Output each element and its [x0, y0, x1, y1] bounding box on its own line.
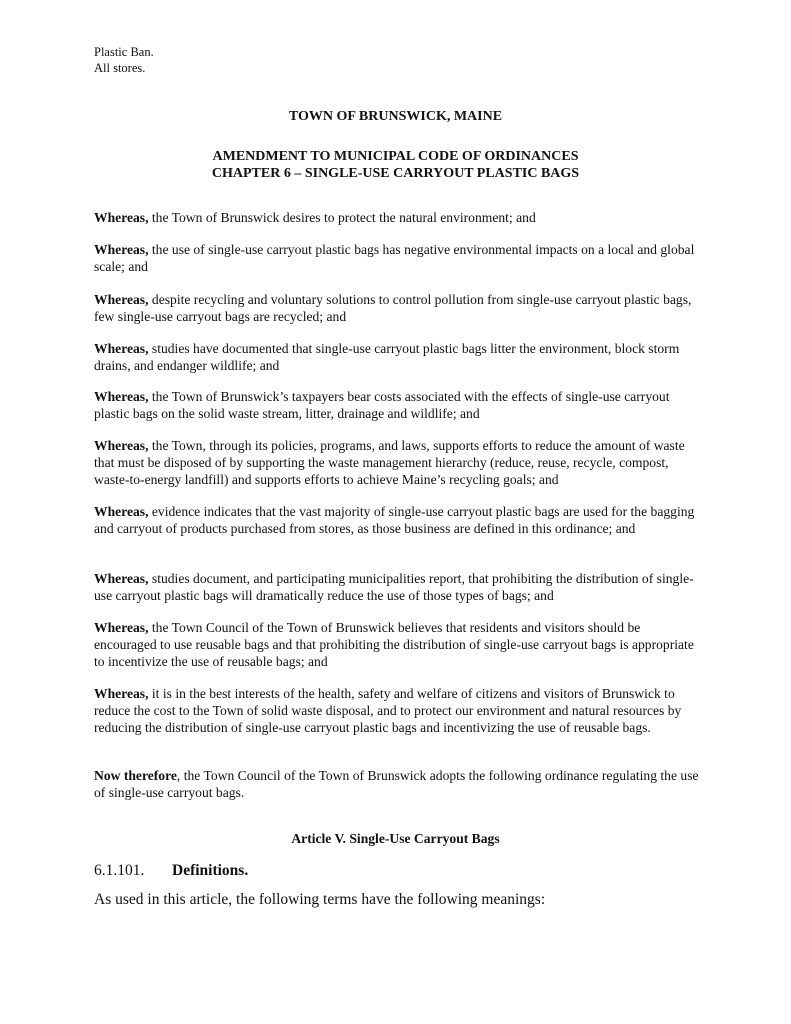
clause-lead: Whereas,: [94, 210, 149, 225]
clause-lead: Whereas,: [94, 292, 149, 307]
clause-lead: Whereas,: [94, 389, 149, 404]
whereas-clause: [94, 291, 704, 325]
clause-text: the Town Council of the Town of Brunswick believes that residents and visitors should be encouraged to use reusable bags and that prohibiting the distribution of single-use carryout bags is appropriate to incentivize the use of reusable bags; and: [94, 620, 694, 669]
amendment-title: AMENDMENT TO MUNICIPAL CODE OF ORDINANCES: [212, 149, 579, 164]
whereas-clause: [94, 619, 704, 670]
header-note: [94, 44, 154, 76]
clause-lead: Whereas,: [94, 686, 149, 701]
clause-lead: Whereas,: [94, 438, 149, 453]
clause-lead: Whereas,: [94, 242, 149, 257]
clause-lead: Whereas,: [94, 620, 149, 635]
section-heading: [94, 861, 248, 880]
clause-lead: Now therefore: [94, 768, 177, 783]
clause-text: the Town, through its policies, programs, and laws, supports efforts to reduce the amount of waste that must be disposed of by supporting the waste management hierarchy (reduce, reuse, recycle, compost, waste-to-energy landfill) and supports efforts to achieve Maine’s recycling goals; and: [94, 438, 685, 487]
clause-text: , the Town Council of the Town of Brunswick adopts the following ordinance regulating the use of single-use carryout bags.: [94, 768, 699, 800]
clause-text: the Town of Brunswick desires to protect the natural environment; and: [148, 210, 536, 225]
whereas-clause: [94, 437, 704, 488]
whereas-clause: [94, 503, 704, 537]
whereas-clause: [94, 340, 704, 374]
town-title: TOWN OF BRUNSWICK, MAINE: [288, 109, 503, 124]
whereas-clause: [94, 388, 704, 422]
article-heading: Article V. Single-Use Carryout Bags: [291, 831, 500, 846]
section-intro: As used in this article, the following terms have the following meanings:: [94, 891, 546, 908]
clause-text: evidence indicates that the vast majority of single-use carryout plastic bags are used for the bagging and carryout of products purchased from stores, as those business are defined in this ordinance; and: [94, 504, 695, 536]
clause-text: despite recycling and voluntary solutions to control pollution from single-use carryout plastic bags, few single-use carryout bags are recycled; and: [94, 292, 692, 324]
clause-text: the Town of Brunswick’s taxpayers bear costs associated with the effects of single-use carryout plastic bags on the solid waste stream, litter, drainage and wildlife; and: [94, 389, 670, 421]
now-therefore-clause: [94, 767, 704, 801]
section-title: Definitions.: [172, 862, 249, 879]
header-note-line-2: All stores.: [94, 61, 146, 75]
clause-lead: Whereas,: [94, 504, 149, 519]
clause-lead: Whereas,: [94, 341, 149, 356]
clause-lead: Whereas,: [94, 571, 149, 586]
clause-text: the use of single-use carryout plastic bags has negative environmental impacts on a local and global scale; and: [94, 242, 695, 274]
whereas-clause: [94, 685, 704, 736]
clause-text: studies have documented that single-use carryout plastic bags litter the environment, block storm drains, and endanger wildlife; and: [94, 341, 680, 373]
clause-text: it is in the best interests of the health, safety and welfare of citizens and visitors of Brunswick to reduce the cost to the Town of solid waste disposal, and to protect our environment and natural resources by reducing the distribution of single-use carryout plastic bags and incentivizing the use of reusable bags.: [94, 686, 682, 735]
whereas-clause: [94, 241, 704, 275]
chapter-title: CHAPTER 6 – SINGLE-USE CARRYOUT PLASTIC BAGS: [211, 166, 580, 181]
whereas-clause: [94, 209, 704, 226]
whereas-clause: [94, 570, 704, 604]
section-number: 6.1.101.: [94, 862, 145, 879]
clause-text: studies document, and participating municipalities report, that prohibiting the distribution of single-use carryout plastic bags will dramatically reduce the use of those types of bags; and: [94, 571, 694, 603]
header-note-line-1: Plastic Ban.: [94, 45, 154, 59]
